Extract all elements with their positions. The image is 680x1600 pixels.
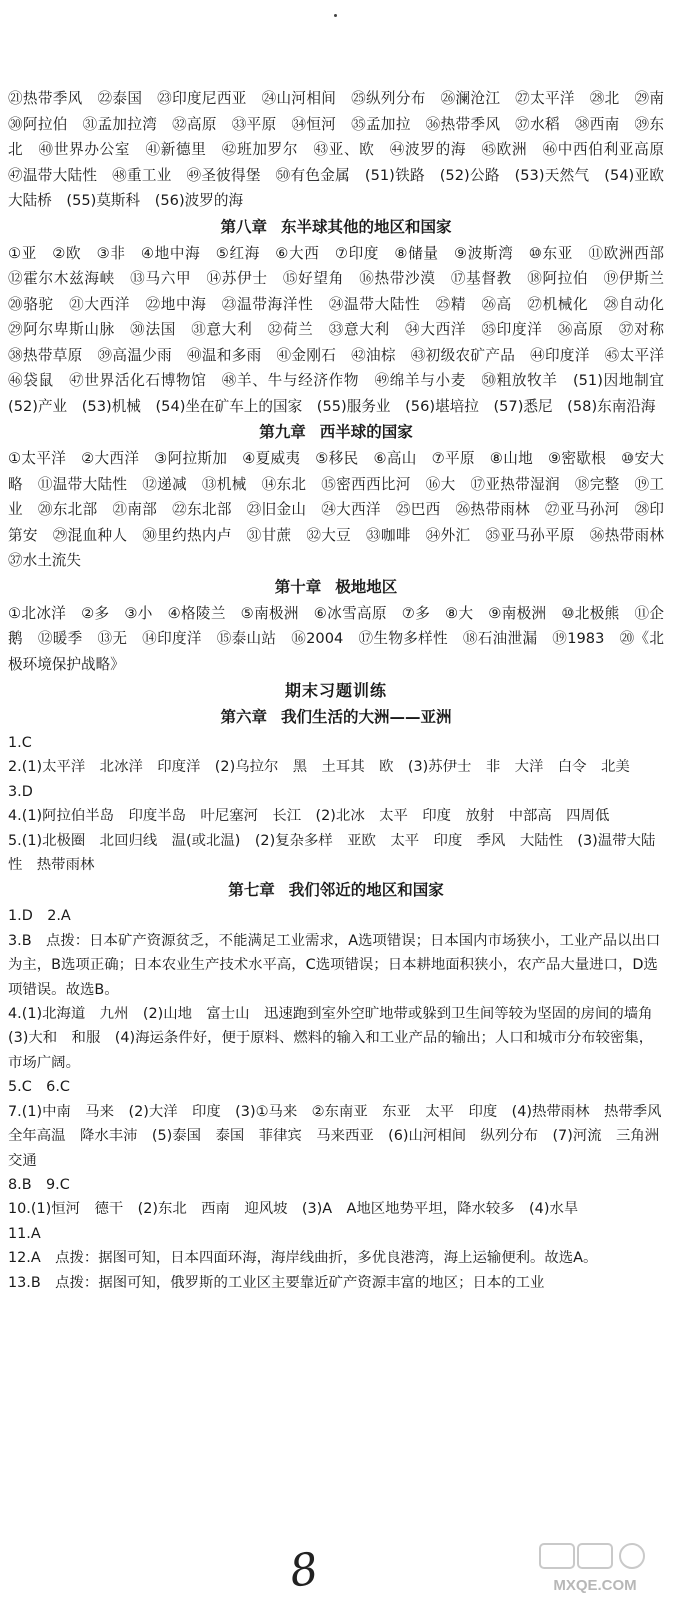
list-item: 13.B 点拨：据图可知，俄罗斯的工业区主要靠近矿产资源丰富的地区；日本的工业: [8, 1274, 545, 1291]
chapter9-answers: ①太平洋 ②大西洋 ③阿拉斯加 ④夏威夷 ⑤移民 ⑥高山 ⑦平原 ⑧山地 ⑨密歇根 ⑩安大略 ⑪温带大陆性 ⑫递减 ⑬机械 ⑭东北 ⑮密西西比河 ⑯大 ⑰亚热带湿润 ⑱完整 ⑲工业 ⑳东北部 ㉑南部 ㉒东北部 ㉓旧金山 ㉔大西洋 ㉕巴西 ㉖热带雨林 ㉗亚马孙河 ㉘印第安 ㉙混血种人 ㉚里约热内卢 ㉛甘蔗 ㉜大豆 ㉝咖啡 ㉞外汇 ㉟亚马孙平原 ㊱热带雨林 ㊲水土流失: [8, 450, 679, 569]
chapter10-title: 第十章: [274, 577, 322, 596]
chapter10-heading: [8, 574, 664, 601]
list-item: 10.(1)恒河 德干 (2)东北 西南 迎风坡 (3)A A地区地势平坦，降水较多 (4)水旱: [8, 1201, 579, 1218]
handwritten-page-number: 8: [286, 1543, 322, 1598]
list-item: 1.D 2.A: [8, 908, 71, 925]
answer-page: [8, 86, 679, 1295]
list-item: 2.(1)太平洋 北冰洋 印度洋 (2)乌拉尔 黑 土耳其 欧 (3)苏伊士 非 大洋 白令 北美: [8, 759, 630, 776]
top-dot: [334, 14, 337, 17]
chapter7-items: [8, 904, 676, 1295]
chapter6-items: [8, 731, 664, 877]
chapter8-answers: ①亚 ②欧 ③非 ④地中海 ⑤红海 ⑥大西 ⑦印度 ⑧储量 ⑨波斯湾 ⑩东亚 ⑪欧洲西部 ⑫霍尔木兹海峡 ⑬马六甲 ⑭苏伊士 ⑮好望角 ⑯热带沙漠 ⑰基督教 ⑱阿拉伯 ⑲伊斯兰 ⑳骆驼 ㉑大西洋 ㉒地中海 ㉓温带海洋性 ㉔温带大陆性 ㉕精 ㉖高 ㉗机械化 ㉘自动化 ㉙阿尔卑斯山脉 ㉚法国 ㉛意大利 ㉜荷兰 ㉝意大利 ㉞大西洋 ㉟印度洋 ㊱高原 ㊲对称 ㊳热带草原 ㊴高温少雨 ㊵温和多雨 ㊶金刚石 ㊷油棕 ㊸初级农矿产品 ㊹印度洋 ㊺太平洋 ㊻袋鼠 ㊼世界活化石博物馆 ㊽羊、牛与经济作物 ㊾绵羊与小麦 ㊿粗放牧羊 (51)因地制宜 (52)产业 (53)机械 (54)坐在矿车上的国家 (55)服务业 (56)堪培拉 (57)悉尼 (58)东南沿海: [8, 244, 679, 415]
chapter6-subtitle: 我们生活的大洲——亚洲: [281, 708, 452, 726]
list-item: 5.C 6.C: [8, 1079, 70, 1096]
chapter7-subtitle: 我们邻近的地区和国家: [288, 881, 444, 900]
chapter8-title: 第八章: [220, 217, 267, 236]
list-item: 4.(1)北海道 九州 (2)山地 富士山 迅速跑到室外空旷地带或躲到卫生间等较为坚固的房间的墙角 (3)大和 和服 (4)海运条件好，便于原料、燃料的输入和工业产品的输出；人口和城市分布较密集，市场广阔。: [8, 1006, 667, 1071]
chapter8-subtitle: 东半球其他的地区和国家: [281, 217, 452, 236]
chapter9-subtitle: 西半球的国家: [319, 423, 413, 441]
list-item: 4.(1)阿拉伯半岛 印度半岛 叶尼塞河 长江 (2)北冰 太平 印度 放射 中部高 四周低: [8, 808, 610, 825]
chapter6-title: 第六章: [220, 708, 267, 726]
chapter7-heading: [8, 877, 664, 904]
chapter9-heading: [8, 419, 664, 446]
list-item: 8.B 9.C: [8, 1176, 70, 1193]
chapter10-subtitle: 极地地区: [335, 577, 398, 596]
chapter7-title: 第七章: [228, 881, 275, 900]
list-item: 11.A: [8, 1225, 41, 1242]
list-item: 5.(1)北极圈 北回归线 温(或北温) (2)复杂多样 亚欧 太平 印度 季风 大陆性 (3)温带大陆性 热带雨林: [8, 832, 656, 874]
chapter9-title: 第九章: [259, 423, 306, 441]
list-item: 12.A 点拨：据图可知，日本四面环海，海岸线曲折，多优良港湾，海上运输便利。故选A。: [8, 1250, 598, 1267]
final-exercises-title: 期末习题训练: [284, 681, 387, 700]
list-item: 7.(1)中南 马来 (2)大洋 印度 (3)①马来 ②东南亚 东亚 太平 印度 (4)热带雨林 热带季风 全年高温 降水丰沛 (5)泰国 泰国 菲律宾 马来西亚 (6)山河相间 纵列分布 (7)河流 三角洲 交通: [8, 1103, 676, 1169]
list-item: 3.B 点拨：日本矿产资源贫乏，不能满足工业需求，A选项错误；日本国内市场狭小，工业产品以出口为主，B选项正确；日本农业生产技术水平高，C选项错误；日本耕地面积狭小，农产品大量进口，D选项错误。故选B。: [8, 932, 661, 998]
chapter7-continued-answers: ㉑热带季风 ㉒泰国 ㉓印度尼西亚 ㉔山河相间 ㉕纵列分布 ㉖澜沧江 ㉗太平洋 ㉘北 ㉙南 ㉚阿拉伯 ㉛孟加拉湾 ㉜高原 ㉝平原 ㉞恒河 ㉟孟加拉 ㊱热带季风 ㊲水稻 ㊳西南 ㊴东北 ㊵世界办公室 ㊶新德里 ㊷班加罗尔 ㊸亚、欧 ㊹波罗的海 ㊺欧洲 ㊻中西伯利亚高原 ㊼温带大陆性 ㊽重工业 ㊾圣彼得堡 ㊿有色金属 (51)铁路 (52)公路 (53)天然气 (54)亚欧大陆桥 (55)莫斯科 (56)波罗的海: [8, 90, 679, 209]
chapter10-answers: ①北冰洋 ②多 ③小 ④格陵兰 ⑤南极洲 ⑥冰雪高原 ⑦多 ⑧大 ⑨南极洲 ⑩北极熊 ⑪企鹅 ⑫暖季 ⑬无 ⑭印度洋 ⑮泰山站 ⑯2004 ⑰生物多样性 ⑱石油泄漏 ⑲1983 ⑳《北极环境保护战略》: [8, 604, 664, 673]
chapter8-heading: [8, 214, 664, 241]
watermark-logo: [520, 1538, 670, 1596]
list-item: 3.D: [8, 783, 33, 800]
list-item: 1.C: [8, 735, 32, 751]
watermark-text: MXQE.COM: [553, 1577, 637, 1594]
chapter6-heading: [8, 704, 664, 731]
